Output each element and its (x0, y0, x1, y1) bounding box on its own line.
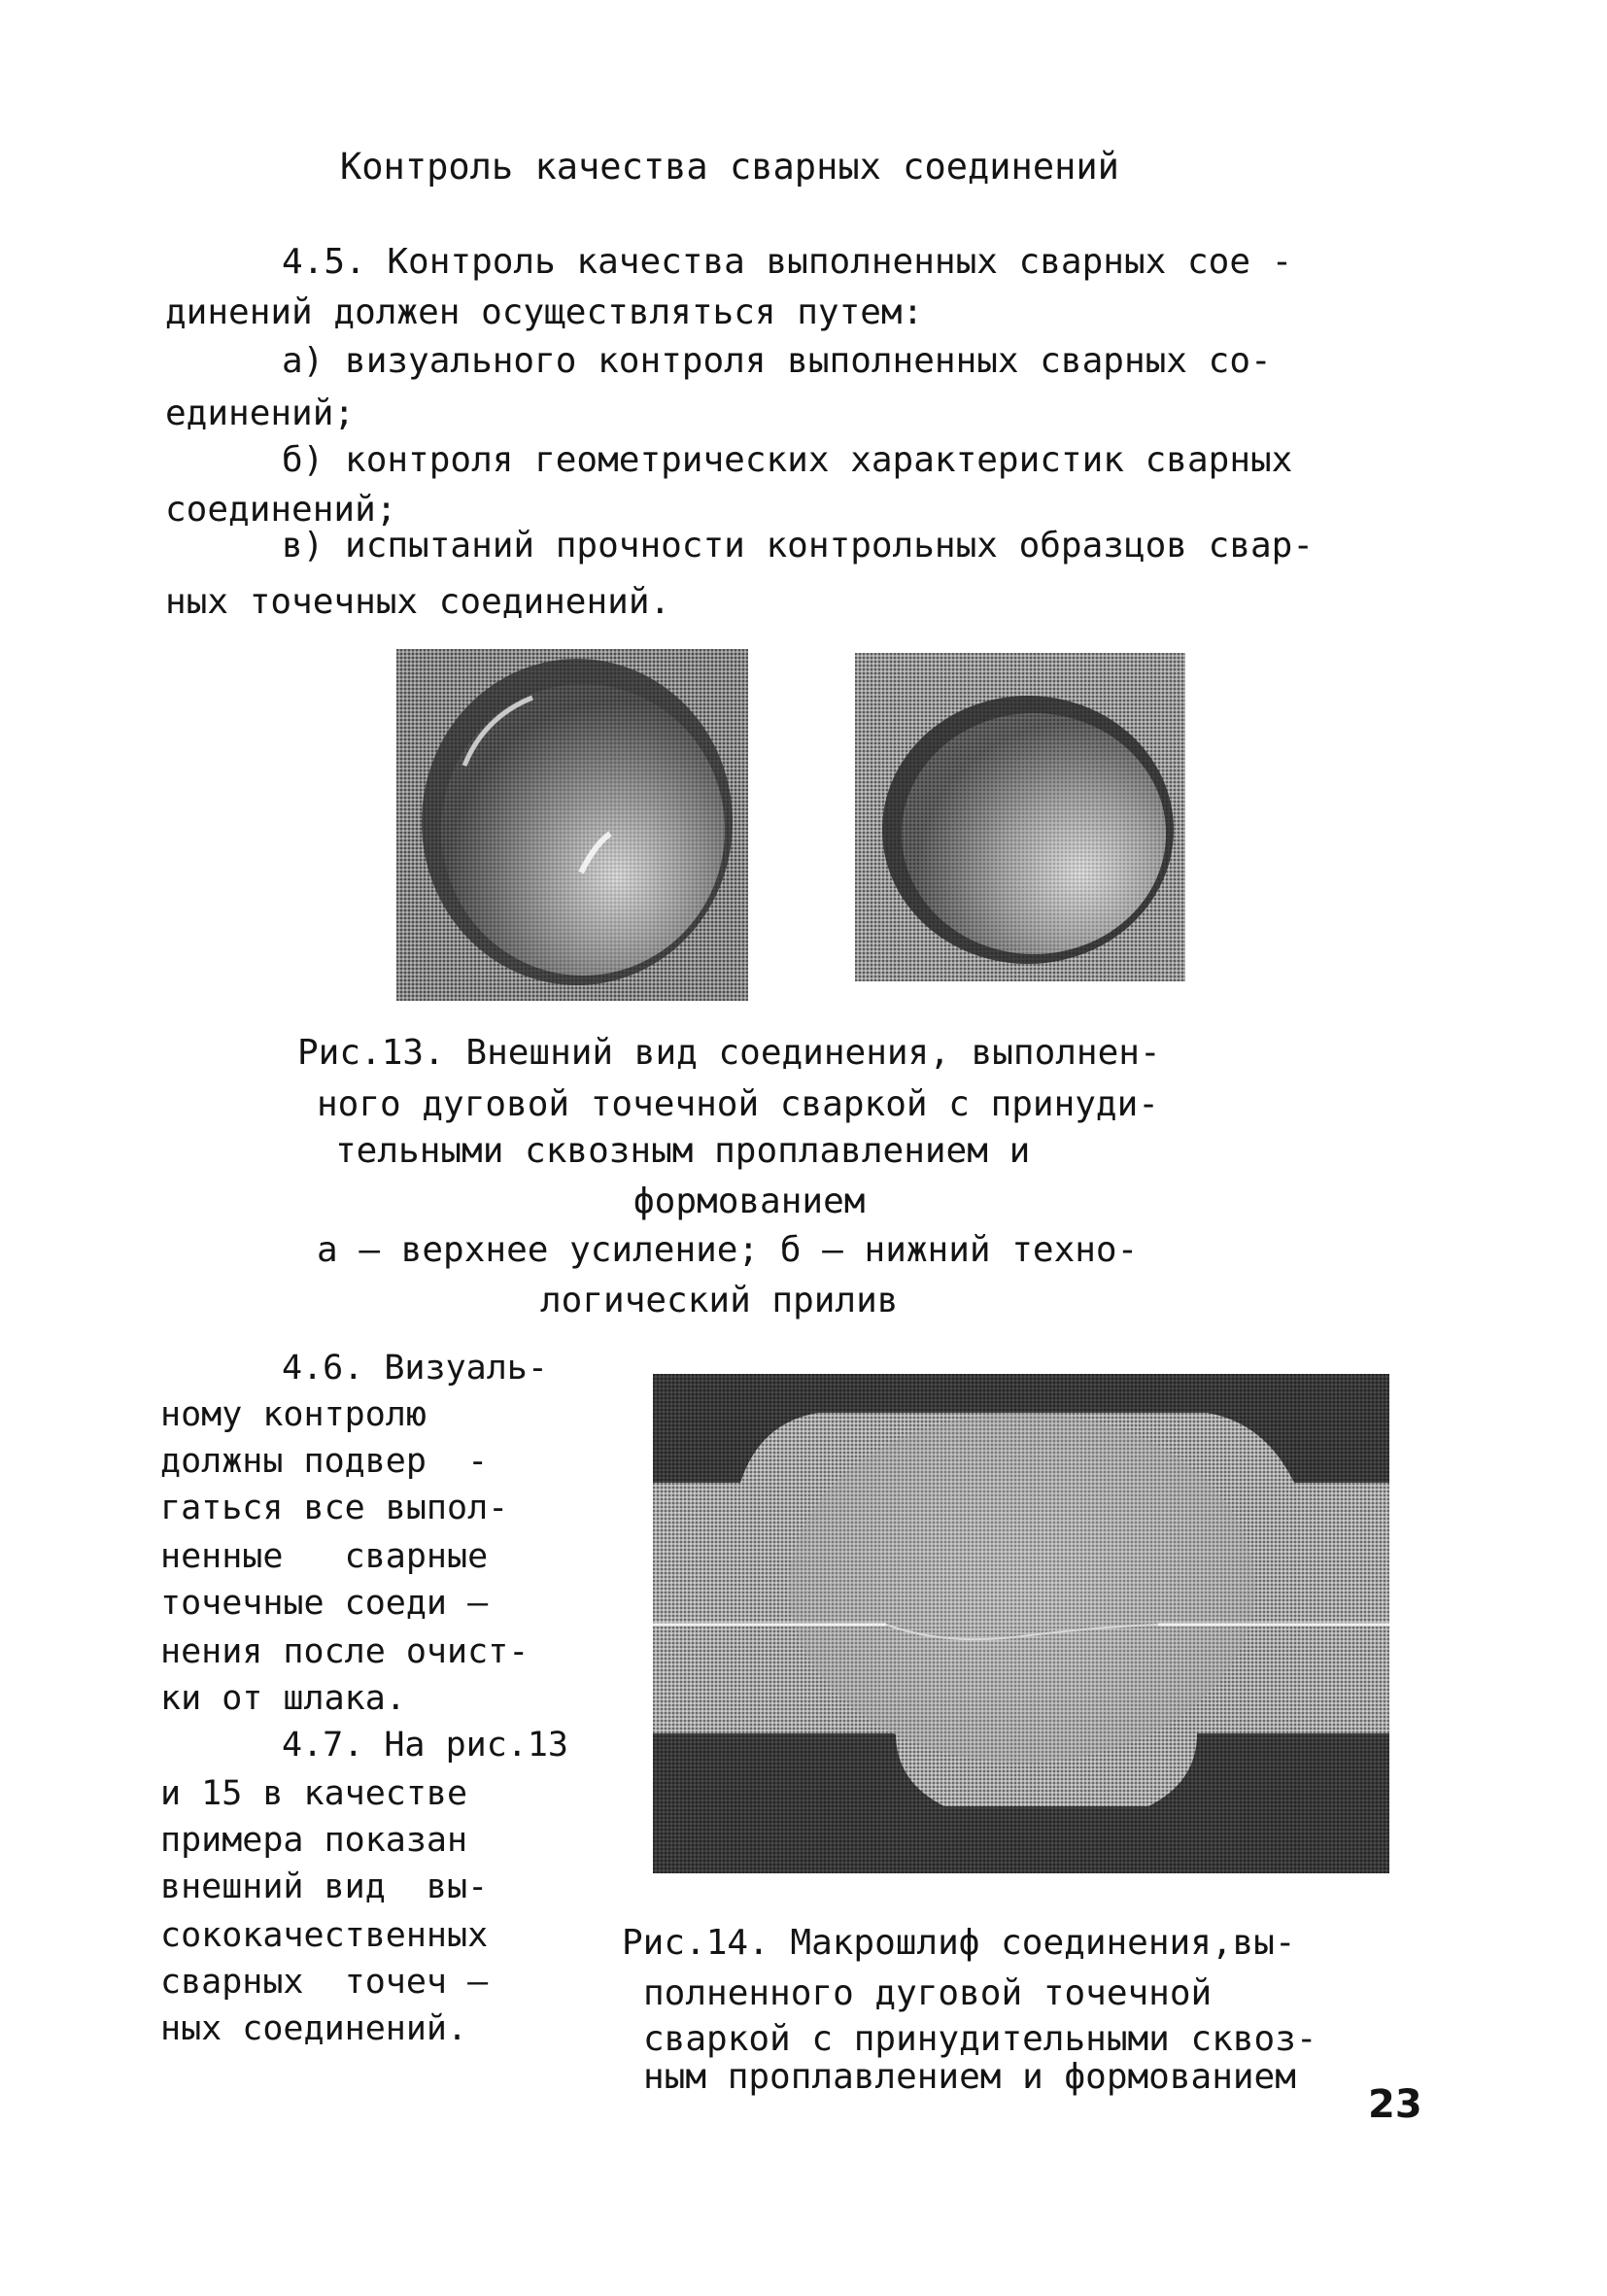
para-4-5-item-b: б) контроля геометрических характеристик сварных (282, 440, 1293, 480)
figure-14-caption-line-2: полненного дуговой точечной (643, 1973, 1213, 2013)
page-number: 23 (1368, 2082, 1422, 2127)
para-4-6-line-7: нения после очист- (160, 1632, 530, 1671)
para-4-5-item-v-cont: ных точечных соединений. (165, 582, 671, 622)
para-4-7-line-2: и 15 в качестве (160, 1774, 468, 1813)
figure-14-caption-line-1: Рис.14. Макрошлиф соединения,вы- (622, 1923, 1296, 1963)
para-4-6-line-4: гаться все выпол- (160, 1489, 509, 1527)
figure-13-caption-line-1: Рис.13. Внешний вид соединения, выполнен- (297, 1033, 1161, 1073)
para-4-5-item-v: в) испытаний прочности контрольных образцов свар- (282, 526, 1315, 565)
para-4-5-item-b-cont: соединений; (165, 490, 397, 530)
figure-13-caption-legend-2: логический прилив (540, 1281, 899, 1320)
figure-14-photo (653, 1374, 1389, 1873)
para-4-6-line-2: ному контролю (160, 1395, 427, 1434)
para-4-6-line-3: должны подвер - (160, 1442, 489, 1481)
para-4-5-line-1: 4.5. Контроль качества выполненных сварных сое - (282, 242, 1293, 282)
figure-13-caption-line-3: тельными сквозным проплавлением и (335, 1131, 1031, 1171)
para-4-7-line-3: примера показан (160, 1821, 468, 1860)
para-4-5-item-a: а) визуального контроля выполненных сварных со- (282, 341, 1272, 381)
section-title: Контроль качества сварных соединений (340, 146, 1119, 188)
figure-14-caption-line-4: ным проплавлением и формованием (643, 2057, 1296, 2097)
figure-13b-photo (855, 653, 1185, 981)
para-4-7-line-7: ных соединений. (160, 2009, 468, 2048)
para-4-7-line-5: сококачественных (160, 1916, 489, 1955)
para-4-7-line-4: внешний вид вы- (160, 1868, 489, 1906)
para-4-7-line-6: сварных точеч – (160, 1963, 489, 2002)
figure-13-caption-line-2: ного дуговой точечной сваркой с принуди- (317, 1084, 1159, 1124)
para-4-5-line-2: динений должен осуществляться путем: (165, 292, 924, 332)
para-4-6-line-6: точечные соеди – (160, 1584, 489, 1623)
para-4-7-line-1: 4.7. На рис.13 (282, 1726, 569, 1765)
figure-13-caption-legend-1: а – верхнее усиление; б – нижний техно- (317, 1230, 1139, 1270)
para-4-6-line-5: ненные сварные (160, 1537, 489, 1576)
para-4-5-item-a-cont: единений; (165, 394, 356, 433)
figure-13-caption-line-4: формованием (633, 1182, 866, 1221)
figure-13a-photo (396, 649, 748, 1001)
para-4-6-line-8: ки от шлака. (160, 1679, 406, 1718)
para-4-6-line-1: 4.6. Визуаль- (282, 1349, 548, 1388)
figure-14-caption-line-3: сваркой с принудительными сквоз- (643, 2019, 1317, 2059)
